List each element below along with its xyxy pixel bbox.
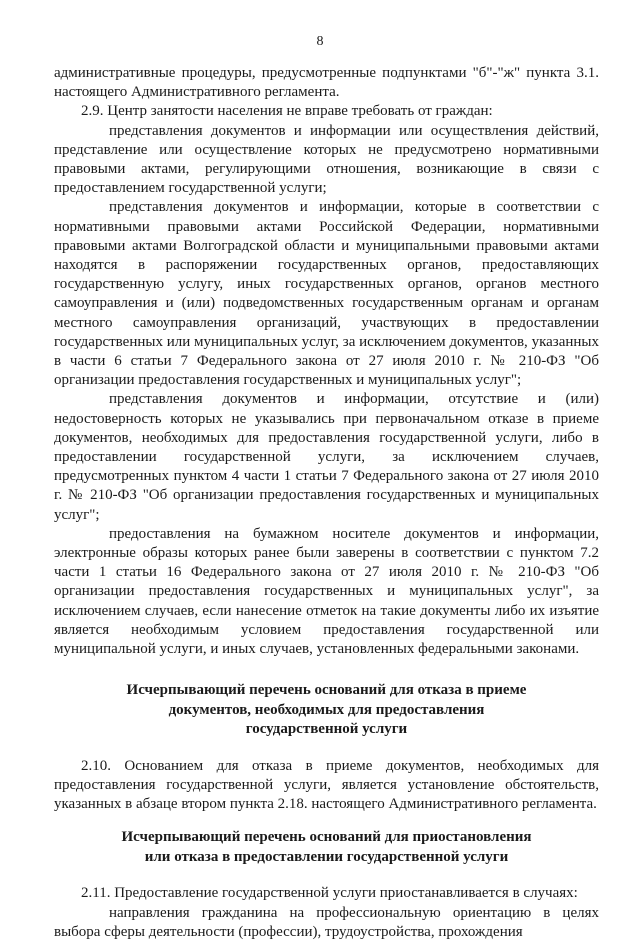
paragraph-career-guidance: направления гражданина на профессиональную ориентацию в целях выбора сферы деятельности (профессии), трудоустройства, прохождения [54,904,599,940]
heading-line: Исчерпывающий перечень оснований для приостановления [121,829,532,846]
heading-line: государственной услуги [245,721,408,738]
paragraph-requirement-2: представления документов и информации, которые в соответствии с нормативными правовыми актами Российской Федерации, нормативными правовыми актами Волгоградской области и муниципальными правовыми актами находятся в распоряжении государственных органов, предоставляющих государственную услугу, иных государственных органов, органов местного самоуправления и (или) подведомственных государственным органам и органам местного самоуправления организаций, участвующих в предоставлении государственных или муниципальных услуг, за исключением документов, указанных в части 6 статьи 7 Федерального закона от 27 июля 2010 г. № 210-ФЗ "Об организации предоставления государственных и муниципальных услуг"; [54,199,599,389]
section-heading-suspension [54,828,599,867]
paragraph-requirement-1: представления документов и информации или осуществления действий, представление или осуществление которых не предусмотрено нормативными правовыми актами, регулирующими отношения, возникающие в связи с предоставлением государственной услуги; [54,122,599,197]
paragraph-2-11: 2.11. Предоставление государственной услуги приостанавливается в случаях: [81,885,578,902]
paragraph-2-10: 2.10. Основанием для отказа в приеме документов, необходимых для предоставления государственной услуги, является установление обстоятельств, указанных в абзаце втором пункта 2.18. настоящего Административного регламента. [54,757,599,813]
heading-line: Исчерпывающий перечень оснований для отказа в приеме [126,682,527,699]
heading-line: или отказа в предоставлении государственной услуги [144,848,509,865]
page-number: 8 [316,34,324,49]
section-heading-refusal-acceptance [54,681,599,740]
paragraph-admin-procedures: административные процедуры, предусмотренные подпунктами "б"-"ж" пункта 3.1. настоящего Административного регламента. [54,65,599,101]
paragraph-requirement-3: представления документов и информации, отсутствие и (или) недостоверность которых не указывались при первоначальном отказе в приеме документов, необходимых для предоставления государственной услуги, либо в предоставлении государственной услуги, за исключением случаев, предусмотренных пунктом 4 части 1 статьи 7 Федерального закона от 27 июля 2010 г. № 210-ФЗ "Об организации предоставления государственных и муниципальных услуг"; [54,391,599,523]
heading-line: документов, необходимых для предоставления [168,701,485,718]
document-body [54,64,599,942]
paragraph-requirement-4: предоставления на бумажном носителе документов и информации, электронные образы которых ранее были заверены в соответствии с пунктом 7.2 части 1 статьи 16 Федерального закона от 27 июля 2010 г. № 210-ФЗ "Об организации предоставления государственных и муниципальных услуг", за исключением случаев, если нанесение отметок на такие документы либо их изъятие является необходимым условием предоставления государственной или муниципальной услуги, и иных случаев, установленных федеральными законами. [54,525,599,658]
paragraph-2-9: 2.9. Центр занятости населения не вправе требовать от граждан: [81,103,493,120]
